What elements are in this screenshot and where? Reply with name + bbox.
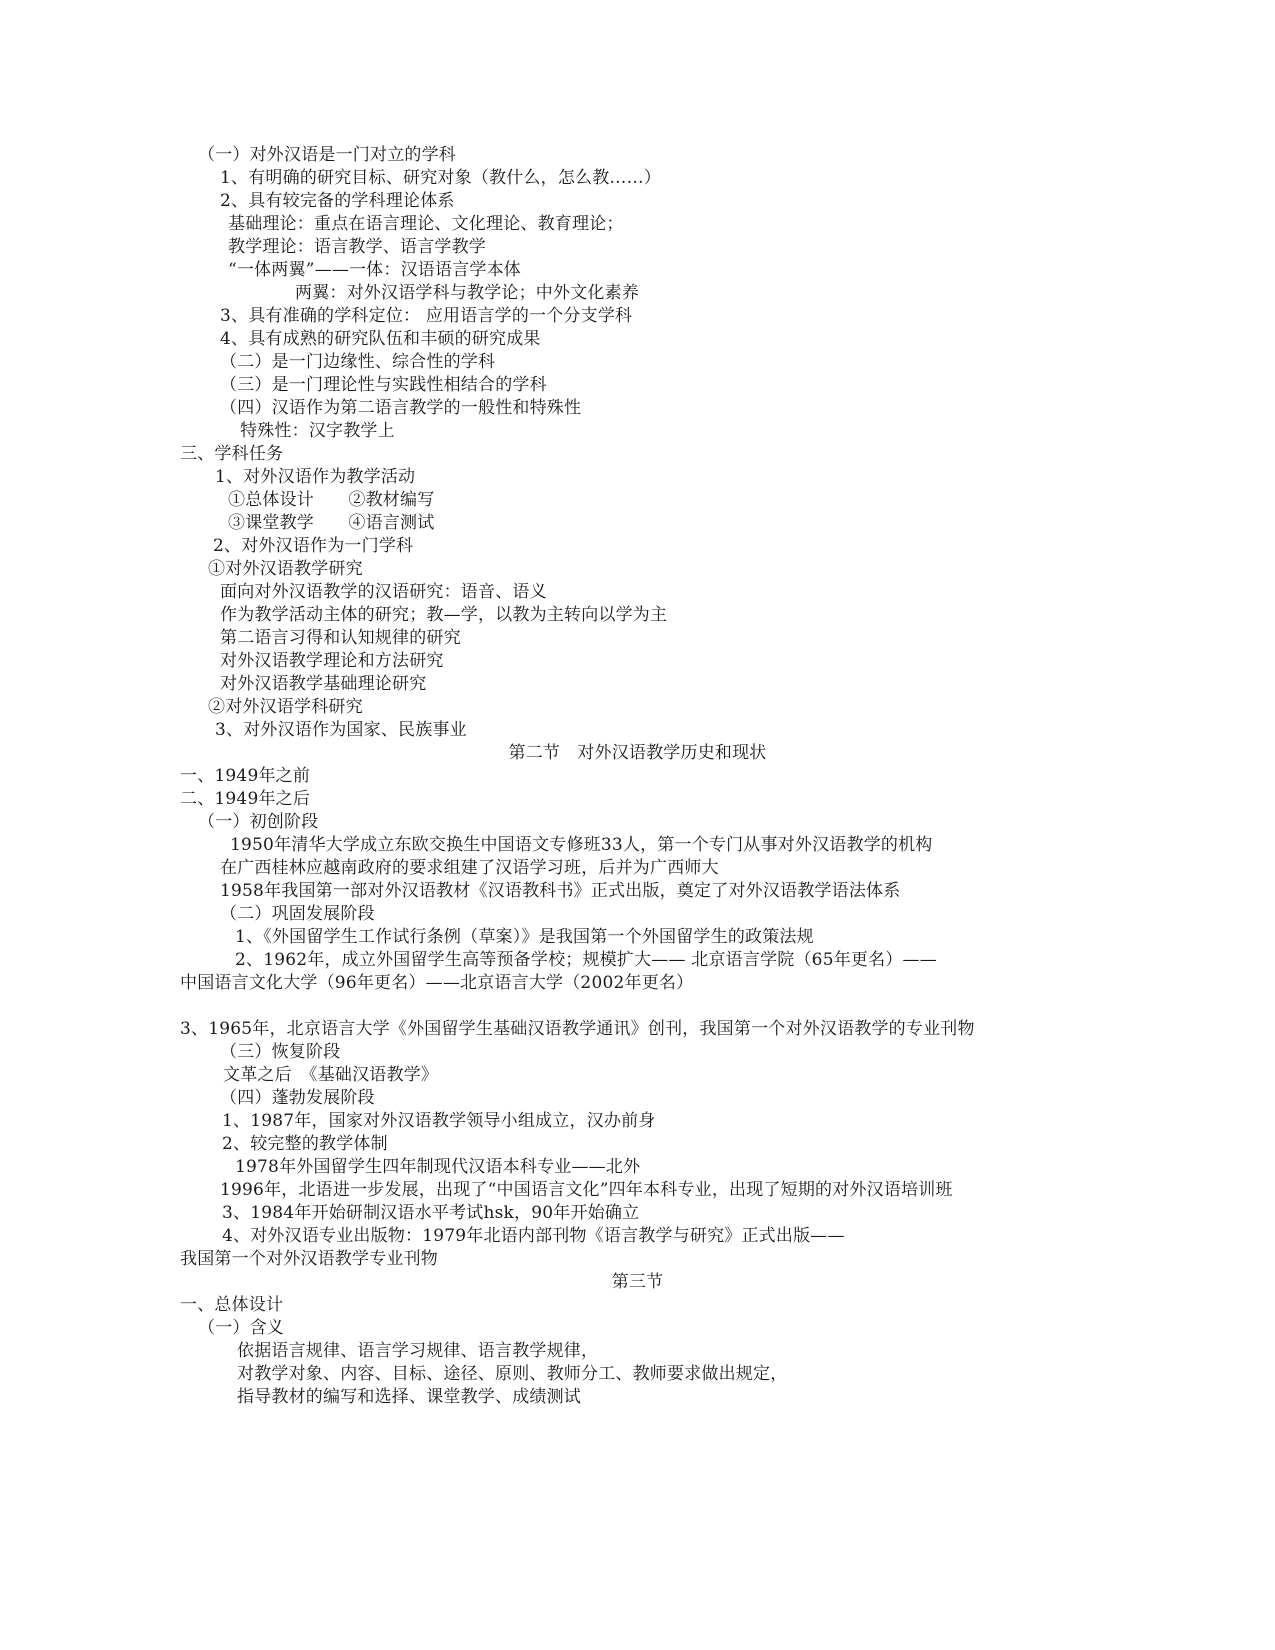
text-line: 4、对外汉语专业出版物：1979年北语内部刊物《语言教学与研究》正式出版—— bbox=[222, 1226, 845, 1246]
section-title: 第二节 对外汉语教学历史和现状 bbox=[508, 743, 767, 763]
text-line: （四）汉语作为第二语言教学的一般性和特殊性 bbox=[220, 398, 582, 418]
text-line: 3、1965年，北京语言大学《外国留学生基础汉语教学通讯》创刊，我国第一个对外汉语教学的专业刊物 bbox=[180, 1019, 975, 1039]
text-line: 特殊性：汉字教学上 bbox=[240, 421, 395, 441]
text-line: 1996年，北语进一步发展，出现了“中国语言文化”四年本科专业，出现了短期的对外汉语培训班 bbox=[220, 1180, 953, 1200]
text-line: 3、具有准确的学科定位： 应用语言学的一个分支学科 bbox=[220, 306, 633, 326]
section-heading: 一、1949年之前 bbox=[180, 766, 311, 786]
text-line: 基础理论：重点在语言理论、文化理论、教育理论； bbox=[228, 214, 624, 234]
text-line: 2、1962年，成立外国留学生高等预备学校；规模扩大—— 北京语言学院（65年更名）—— bbox=[235, 950, 937, 970]
section-heading: 三、学科任务 bbox=[180, 444, 284, 464]
text-line: 1958年我国第一部对外汉语教材《汉语教科书》正式出版，奠定了对外汉语教学语法体系 bbox=[220, 881, 901, 901]
text-line: 文革之后 《基础汉语教学》 bbox=[223, 1065, 439, 1085]
text-line: （三）恢复阶段 bbox=[220, 1042, 341, 1062]
text-line: 两翼：对外汉语学科与教学论；中外文化素养 bbox=[295, 283, 639, 303]
text-line: 4、具有成熟的研究队伍和丰硕的研究成果 bbox=[220, 329, 541, 349]
text-line: （一）含义 bbox=[198, 1318, 284, 1338]
text-line: （二）巩固发展阶段 bbox=[220, 904, 375, 924]
text-line: 1、《外国留学生工作试行条例（草案）》是我国第一个外国留学生的政策法规 bbox=[235, 927, 814, 947]
text-line: 教学理论：语言教学、语言学教学 bbox=[228, 237, 486, 257]
text-line: 在广西桂林应越南政府的要求组建了汉语学习班，后并为广西师大 bbox=[220, 858, 719, 878]
text-line: 1、对外汉语作为教学活动 bbox=[215, 467, 416, 487]
text-line: 我国第一个对外汉语教学专业刊物 bbox=[180, 1249, 438, 1269]
text-line: 1、有明确的研究目标、研究对象（教什么，怎么教……） bbox=[220, 168, 662, 188]
text-line: ①对外汉语教学研究 bbox=[208, 559, 363, 579]
text-line: 2、对外汉语作为一门学科 bbox=[213, 536, 414, 556]
text-line: 中国语言文化大学（96年更名）——北京语言大学（2002年更名） bbox=[180, 973, 694, 993]
text-line: 1978年外国留学生四年制现代汉语本科专业——北外 bbox=[235, 1157, 641, 1177]
text-line: 对外汉语教学理论和方法研究 bbox=[220, 651, 444, 671]
text-line: 第二语言习得和认知规律的研究 bbox=[220, 628, 461, 648]
text-line: ③课堂教学 ④语言测试 bbox=[228, 513, 435, 533]
text-line: （一）对外汉语是一门对立的学科 bbox=[198, 145, 456, 165]
text-line: “一体两翼”——一体：汉语语言学本体 bbox=[228, 260, 521, 280]
section-heading: 一、总体设计 bbox=[180, 1295, 284, 1315]
section-title: 第三节 bbox=[611, 1272, 664, 1292]
text-line: （二）是一门边缘性、综合性的学科 bbox=[220, 352, 496, 372]
text-line: 作为教学活动主体的研究；教—学，以教为主转向以学为主 bbox=[220, 605, 668, 625]
text-line: 对外汉语教学基础理论研究 bbox=[220, 674, 427, 694]
text-line: 2、较完整的教学体制 bbox=[222, 1134, 388, 1154]
text-line: ②对外汉语学科研究 bbox=[208, 697, 363, 717]
text-line: （三）是一门理论性与实践性相结合的学科 bbox=[220, 375, 547, 395]
text-line: 1、1987年，国家对外汉语教学领导小组成立，汉办前身 bbox=[222, 1111, 656, 1131]
text-line: 3、对外汉语作为国家、民族事业 bbox=[215, 720, 467, 740]
text-line: 指导教材的编写和选择、课堂教学、成绩测试 bbox=[237, 1387, 581, 1407]
text-line: 1950年清华大学成立东欧交换生中国语文专修班33人，第一个专门从事对外汉语教学的机构 bbox=[230, 835, 933, 855]
text-line: 2、具有较完备的学科理论体系 bbox=[220, 191, 455, 211]
text-line: 3、1984年开始研制汉语水平考试hsk，90年开始确立 bbox=[222, 1203, 640, 1223]
section-heading: 二、1949年之后 bbox=[180, 789, 311, 809]
text-line: 面向对外汉语教学的汉语研究：语音、语义 bbox=[220, 582, 547, 602]
text-line: （四）蓬勃发展阶段 bbox=[220, 1088, 375, 1108]
text-line: ①总体设计 ②教材编写 bbox=[228, 490, 435, 510]
text-line: （一）初创阶段 bbox=[198, 812, 319, 832]
text-line: 对教学对象、内容、目标、途径、原则、教师分工、教师要求做出规定， bbox=[237, 1364, 788, 1384]
text-line: 依据语言规律、语言学习规律、语言教学规律， bbox=[237, 1341, 599, 1361]
